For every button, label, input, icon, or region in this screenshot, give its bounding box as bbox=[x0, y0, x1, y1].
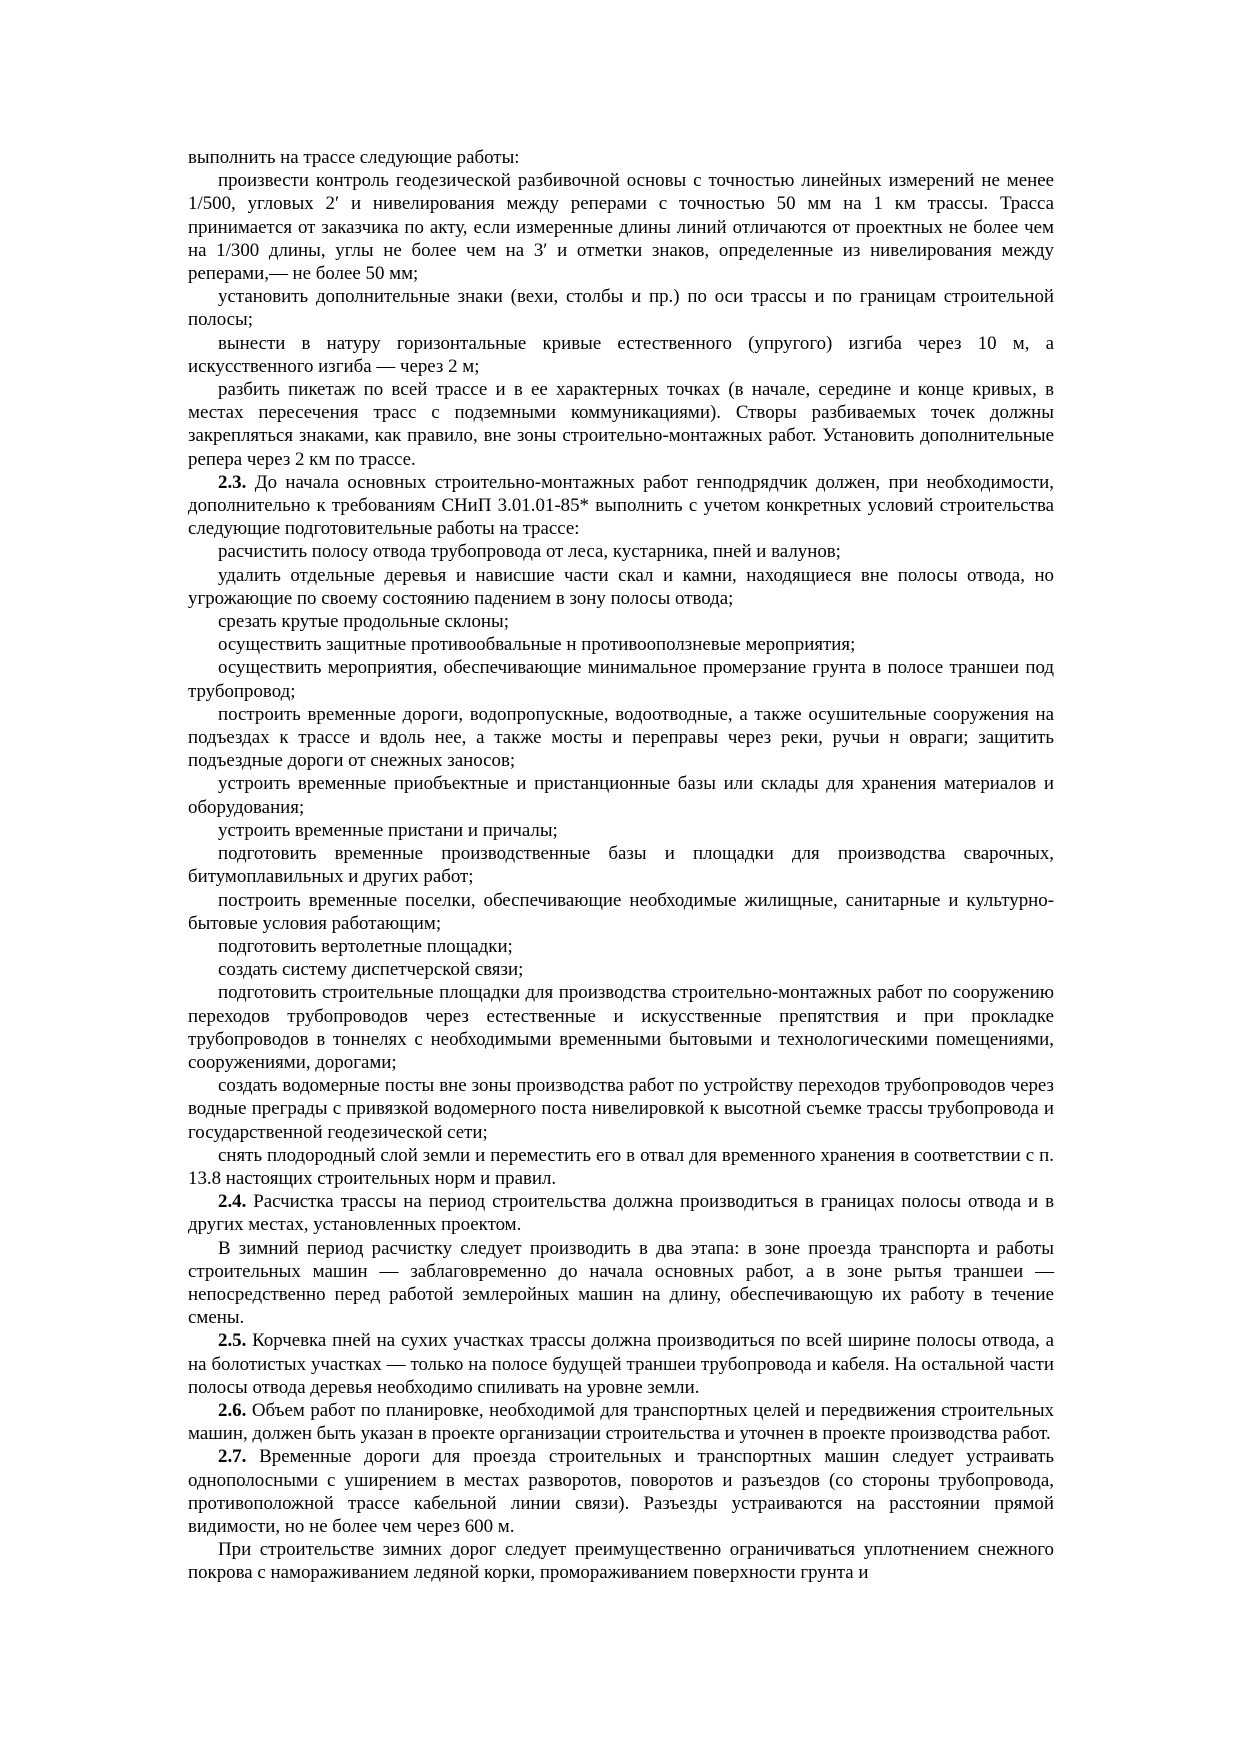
paragraph-text: Корчевка пней на сухих участках трассы должна производиться по всей ширине полосы отвода, а на болотистых участках — только на полосе будущей траншеи трубопровода и кабеля. На остальной части полосы отвода деревья необходимо спиливать на уровне земли. bbox=[188, 1330, 1054, 1398]
numbered-paragraph bbox=[188, 1445, 1054, 1538]
section-number: 2.5. bbox=[218, 1330, 247, 1352]
paragraph bbox=[188, 842, 1054, 888]
paragraph-text: подготовить временные производственные базы и площадки для производства сварочных, битумоплавильных и других работ; bbox=[188, 843, 1054, 888]
paragraph bbox=[188, 935, 1054, 958]
paragraph bbox=[188, 146, 1054, 169]
paragraph bbox=[188, 889, 1054, 935]
paragraph-text: установить дополнительные знаки (вехи, столбы и пр.) по оси трассы и по границам строительной полосы; bbox=[188, 286, 1054, 331]
paragraph bbox=[188, 169, 1054, 285]
paragraph bbox=[188, 819, 1054, 842]
paragraph bbox=[188, 1144, 1054, 1190]
paragraph bbox=[188, 285, 1054, 331]
paragraph-text: устроить временные приобъектные и пристанционные базы или склады для хранения материалов и оборудования; bbox=[188, 773, 1054, 818]
numbered-paragraph bbox=[188, 1190, 1054, 1236]
paragraph bbox=[188, 540, 1054, 563]
paragraph-text: расчистить полосу отвода трубопровода от леса, кустарника, пней и валунов; bbox=[218, 541, 841, 563]
paragraph-text: выполнить на трассе следующие работы: bbox=[188, 147, 520, 168]
paragraph-text: удалить отдельные деревья и нависшие части скал и камни, находящиеся вне полосы отвода, но угрожающие по своему состоянию падением в зону полосы отвода; bbox=[188, 564, 1054, 609]
section-number: 2.7. bbox=[218, 1446, 247, 1468]
paragraph-text: Расчистка трассы на период строительства должна производиться в границах полосы отвода и в других местах, установленных проектом. bbox=[188, 1191, 1054, 1236]
paragraph-text: Временные дороги для проезда строительных и транспортных машин следует устраивать однополосными с уширением в местах разворотов, поворотов и разъездов (со стороны трубопровода, противоположной трассе кабельной линии связи). Разъезды устраиваются на расстоянии прямой видимости, но не более чем через 600 м. bbox=[188, 1446, 1054, 1537]
paragraph bbox=[188, 1074, 1054, 1144]
paragraph-text: срезать крутые продольные склоны; bbox=[218, 611, 509, 633]
paragraph-text: вынести в натуру горизонтальные кривые естественного (упругого) изгиба через 10 м, а искусственного изгиба — через 2 м; bbox=[188, 332, 1054, 377]
paragraph bbox=[188, 958, 1054, 981]
paragraph bbox=[188, 1538, 1054, 1584]
paragraph bbox=[188, 610, 1054, 633]
paragraph bbox=[188, 772, 1054, 818]
paragraph-text: устроить временные пристани и причалы; bbox=[218, 819, 558, 841]
paragraph-text: создать систему диспетчерской связи; bbox=[218, 959, 524, 981]
paragraph bbox=[188, 332, 1054, 378]
section-number: 2.3. bbox=[218, 471, 247, 493]
paragraph-text: произвести контроль геодезической разбивочной основы с точностью линейных измерений не менее 1/500, угловых 2′ и нивелирования между реперами с точностью 50 мм на 1 км трассы. Трасса принимается от заказчика по акту, если измеренные длины линий отличаются от проектных не более чем на 1/300 длины, углы не более чем на 3′ и отметки знаков, определенные из нивелирования между реперами,— не более 50 мм; bbox=[188, 170, 1054, 285]
paragraph-text: При строительстве зимних дорог следует преимущественно ограничиваться уплотнением снежного покрова с намораживанием ледяной корки, промораживанием поверхности грунта и bbox=[188, 1539, 1054, 1584]
paragraph bbox=[188, 378, 1054, 471]
document-page bbox=[188, 146, 1054, 1585]
paragraph bbox=[188, 633, 1054, 656]
paragraph-text: разбить пикетаж по всей трассе и в ее характерных точках (в начале, середине и конце кривых, в местах пересечения трасс с подземными коммуникациями). Створы разбиваемых точек должны закрепляться знаками, как правило, вне зоны строительно-монтажных работ. Установить дополнительные репера через 2 км по трассе. bbox=[188, 379, 1054, 470]
paragraph-text: подготовить строительные площадки для производства строительно-монтажных работ по сооружению переходов трубопроводов через естественные и искусственные препятствия и при прокладке трубопроводов в тоннелях с необходимыми временными бытовыми и технологическими помещениями, сооружениями, дорогами; bbox=[188, 982, 1054, 1073]
section-number: 2.6. bbox=[218, 1399, 247, 1421]
section-number: 2.4. bbox=[218, 1191, 247, 1213]
paragraph-text: Объем работ по планировке, необходимой для транспортных целей и передвижения строительных машин, должен быть указан в проекте организации строительства и уточнен в проекте производства работ. bbox=[188, 1399, 1054, 1445]
paragraph-text: До начала основных строительно-монтажных работ генподрядчик должен, при необходимости, дополнительно к требованиям СНиП 3.01.01-85* выполнить с учетом конкретных условий строительства следующие подготовительные работы на трассе: bbox=[188, 471, 1054, 540]
paragraph bbox=[188, 1237, 1054, 1330]
paragraph bbox=[188, 564, 1054, 610]
numbered-paragraph bbox=[188, 1329, 1054, 1399]
paragraph bbox=[188, 703, 1054, 773]
paragraph-text: построить временные дороги, водопропускные, водоотводные, а также осушительные сооружения на подъездах к трассе и вдоль нее, а также мосты и переправы через реки, ручьи н овраги; защитить подъездные дороги от снежных заносов; bbox=[188, 703, 1054, 772]
numbered-paragraph bbox=[188, 471, 1054, 541]
paragraph-text: В зимний период расчистку следует производить в два этапа: в зоне проезда транспорта и работы строительных машин — заблаговременно до начала основных работ, а в зоне рытья траншеи — непосредственно перед работой землеройных машин на длину, обеспечивающую их работу в течение смены. bbox=[188, 1237, 1054, 1329]
paragraph-text: построить временные поселки, обеспечивающие необходимые жилищные, санитарные и культурно-бытовые условия работающим; bbox=[188, 889, 1054, 934]
paragraph-text: подготовить вертолетные площадки; bbox=[218, 935, 513, 957]
numbered-paragraph bbox=[188, 1399, 1054, 1445]
paragraph-text: снять плодородный слой земли и переместить его в отвал для временного хранения в соответствии с п. 13.8 настоящих строительных норм и правил. bbox=[188, 1144, 1054, 1189]
paragraph-text: создать водомерные посты вне зоны производства работ по устройству переходов трубопроводов через водные преграды с привязкой водомерного поста нивелировкой к высотной съемке трассы трубопровода и государственной геодезической сети; bbox=[188, 1075, 1054, 1143]
paragraph-text: осуществить мероприятия, обеспечивающие минимальное промерзание грунта в полосе траншеи под трубопровод; bbox=[188, 657, 1054, 702]
paragraph-text: осуществить защитные противообвальные н противооползневые мероприятия; bbox=[218, 634, 856, 656]
paragraph bbox=[188, 981, 1054, 1074]
paragraph bbox=[188, 656, 1054, 702]
